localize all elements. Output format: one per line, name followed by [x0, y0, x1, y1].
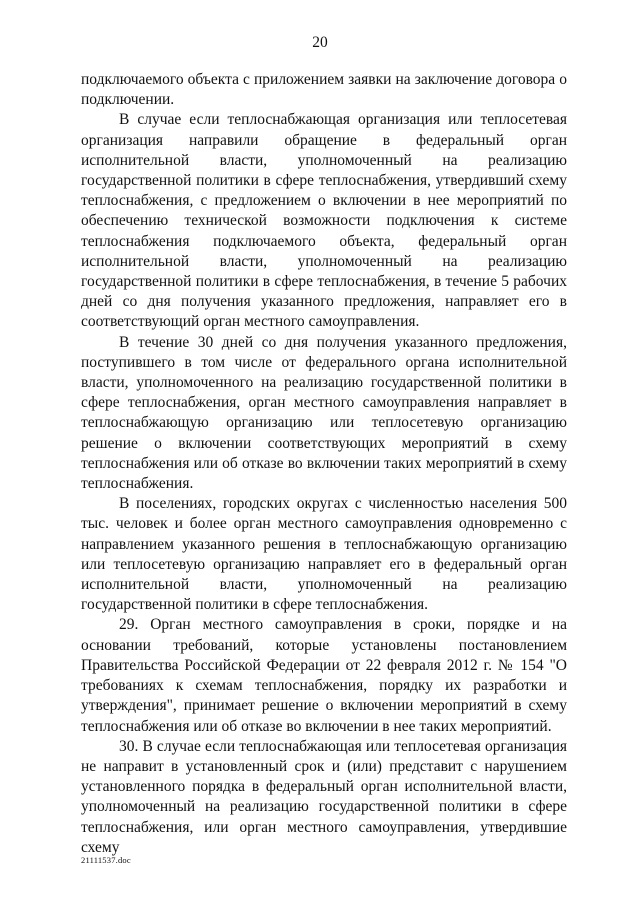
paragraph: В поселениях, городских округах с численностью населения 500 тыс. человек и более орган местного самоуправления одновременно с направлением указанного решения в теплоснабжающую организацию или теплосетевую организацию направляет его в федеральный орган исполнительной власти, уполномоченный на реализацию государственной политики в сфере теплоснабжения.: [81, 495, 567, 614]
document-body: [81, 70, 567, 858]
paragraph-continuation: подключаемого объекта с приложением заявки на заключение договора о подключении.: [81, 71, 567, 109]
paragraph: В течение 30 дней со дня получения указанного предложения, поступившего в том числе от федерального органа исполнительной власти, уполномоченного на реализацию государственной политики в сфере теплоснабжения, орган местного самоуправления направляет в теплоснабжающую организацию или теплосетевую организацию решение о включении соответствующих мероприятий в схему теплоснабжения или об отказе во включении таких мероприятий в схему теплоснабжения.: [81, 333, 567, 493]
file-name-footer: 21111537.doc: [81, 855, 131, 865]
page-number: 20: [312, 34, 328, 51]
paragraph: В случае если теплоснабжающая организация или теплосетевая организация направили обращение в федеральный орган исполнительной власти, уполномоченный на реализацию государственной политики в сфере теплоснабжения, утвердивший схему теплоснабжения, с предложением о включении в нее мероприятий по обеспечению технической возможности подключения к системе теплоснабжения подключаемого объекта, федеральный орган исполнительной власти, уполномоченный на реализацию государственной политики в сфере теплоснабжения, в течение 5 рабочих дней со дня получения указанного предложения, направляет его в соответствующий орган местного самоуправления.: [81, 111, 567, 331]
paragraph-clause-29: 29. Орган местного самоуправления в сроки, порядке и на основании требований, которые установлены постановлением Правительства Российской Федерации от 22 февраля 2012 г. № 154 "О требованиях к схемам теплоснабжения, порядку их разработки и утверждения", принимает решение о включении мероприятий в схему теплоснабжения или об отказе во включении в нее таких мероприятий.: [81, 616, 567, 735]
paragraph-clause-30: 30. В случае если теплоснабжающая или теплосетевая организация не направит в установленный срок и (или) представит с нарушением установленного порядка в федеральный орган исполнительной власти, уполномоченный на реализацию государственной политики в сфере теплоснабжения, или орган местного самоуправления, утвердившие схему: [81, 737, 567, 856]
